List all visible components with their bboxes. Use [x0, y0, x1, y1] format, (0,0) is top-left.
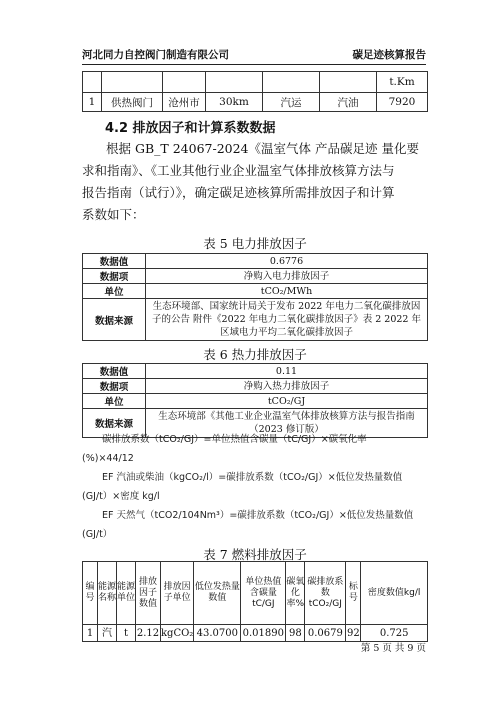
table-cell: t	[117, 625, 136, 642]
table-cell: 30km	[206, 93, 263, 112]
table-cell: 43.0700	[194, 625, 241, 642]
table-cell: 0.725	[361, 625, 428, 642]
page-header	[82, 46, 426, 62]
formula-block	[82, 430, 428, 544]
text-line: 系数如下：	[82, 207, 145, 222]
electricity-factor-table	[82, 253, 428, 341]
row-value: 0.11	[146, 364, 428, 379]
text-line: 求和指南》、《工业其他行业企业温室气体排放核算方法与	[82, 163, 395, 178]
table-cell: 汽	[98, 625, 117, 642]
formula-line: (%)×44/12	[82, 453, 134, 464]
row-value: 0.6776	[146, 254, 428, 269]
formula-line: EF 汽油或柴油（kgCO₂/l）=碳排放系数（tCO₂/GJ）×低位发热量数值	[102, 472, 403, 483]
row-value: 净购入电力排放因子	[146, 269, 428, 284]
formula-line: EF 天然气（tCO2/104Nm³）=碳排放系数（tCO₂/GJ）×低位发热量数值	[102, 510, 414, 521]
table-cell	[206, 72, 263, 93]
table-cell: 沧州市	[163, 93, 206, 112]
table-cell: 汽运	[263, 93, 320, 112]
row-value: tCO₂/MWh	[146, 284, 428, 299]
table-cell	[263, 72, 320, 93]
table-row	[83, 625, 428, 642]
table-row	[83, 299, 428, 341]
table-cell: kgCO₂	[161, 625, 194, 642]
table-cell: 1	[83, 625, 98, 642]
row-value: tCO₂/GJ	[146, 394, 428, 409]
table-cell: 0.01890	[241, 625, 286, 642]
text-line: 根据 GB_T 24067-2024《温室气体 产品碳足迹 量化要	[106, 141, 419, 156]
table-cell: 7920	[377, 93, 428, 112]
text-line: 报告指南（试行）》，确定碳足迹核算所需排放因子和计算	[82, 185, 395, 200]
column-header: 编号	[83, 562, 98, 625]
table-cell: 汽油	[320, 93, 377, 112]
column-header: 能源单位	[117, 562, 136, 625]
row-label: 数据来源	[83, 299, 146, 341]
row-label: 数据项	[83, 269, 146, 284]
row-label: 数据项	[83, 379, 146, 394]
table-cell: 0.0679	[305, 625, 346, 642]
row-value: 生态环境部、国家统计局关于发布 2022 年电力二氧化碳排放因子的公告 附件《2022 年电力二氧化碳排放因子》表 2 2022 年区域电力平均二氧化碳排放因子	[146, 299, 428, 341]
column-header: 碳排放系数tCO₂/GJ	[305, 562, 346, 625]
table-cell: 2.12	[136, 625, 161, 642]
table-header-row	[83, 562, 428, 625]
table-caption: 表 7 燃料排放因子	[203, 547, 307, 562]
intro-paragraph	[82, 138, 428, 226]
row-label: 数据值	[83, 254, 146, 269]
table-row	[83, 284, 428, 299]
row-label: 单位	[83, 394, 146, 409]
table-cell: 1	[83, 93, 102, 112]
transport-table	[82, 71, 428, 112]
formula-line: (GJ/t）	[82, 529, 113, 540]
table-cell	[102, 72, 163, 93]
header-rule	[82, 64, 426, 65]
table-cell: 98	[286, 625, 305, 642]
heat-factor-table	[82, 363, 428, 438]
table-cell	[163, 72, 206, 93]
fuel-factor-table	[82, 561, 428, 642]
table-row	[83, 379, 428, 394]
formula-line: (GJ/t）×密度 kg/l	[82, 491, 160, 502]
section-heading: 4.2 排放因子和计算系数数据	[105, 121, 276, 136]
table-row	[83, 254, 428, 269]
row-value: 净购入热力排放因子	[146, 379, 428, 394]
column-header: 低位发热量数值	[194, 562, 241, 625]
column-header: 密度数值kg/l	[361, 562, 428, 625]
table-cell: 92	[346, 625, 361, 642]
table-caption: 表 5 电力排放因子	[203, 236, 307, 251]
formula-line: 碳排放系数（tCO₂/GJ）=单位热值含碳量（tC/GJ）×碳氧化率	[102, 434, 367, 445]
row-label: 单位	[83, 284, 146, 299]
table-row	[83, 269, 428, 284]
column-header: 排放因子单位	[161, 562, 194, 625]
column-header: 碳氧化率%	[286, 562, 305, 625]
column-header: 能源名称	[98, 562, 117, 625]
column-header: 排放因子数值	[136, 562, 161, 625]
table-cell: t.Km	[377, 72, 428, 93]
table-row	[83, 93, 428, 112]
table-cell: 供热阀门	[102, 93, 163, 112]
report-title: 碳足迹核算报告	[352, 49, 426, 61]
table-row	[83, 394, 428, 409]
row-label: 数据来源	[83, 409, 146, 438]
row-label: 数据值	[83, 364, 146, 379]
table-row	[83, 364, 428, 379]
table-cell	[320, 72, 377, 93]
table-caption: 表 6 热力排放因子	[203, 347, 307, 362]
column-header: 标号	[346, 562, 361, 625]
company-name: 河北同力自控阀门制造有限公司	[82, 49, 229, 61]
table-cell	[83, 72, 102, 93]
row-value: 生态环境部《其他工业企业温室气体排放核算方法与报告指南（2023 修订版）	[146, 409, 428, 438]
page-number: 第 5 页 共 9 页	[360, 643, 426, 654]
column-header: 单位热值含碳量tC/GJ	[241, 562, 286, 625]
table-row	[83, 72, 428, 93]
